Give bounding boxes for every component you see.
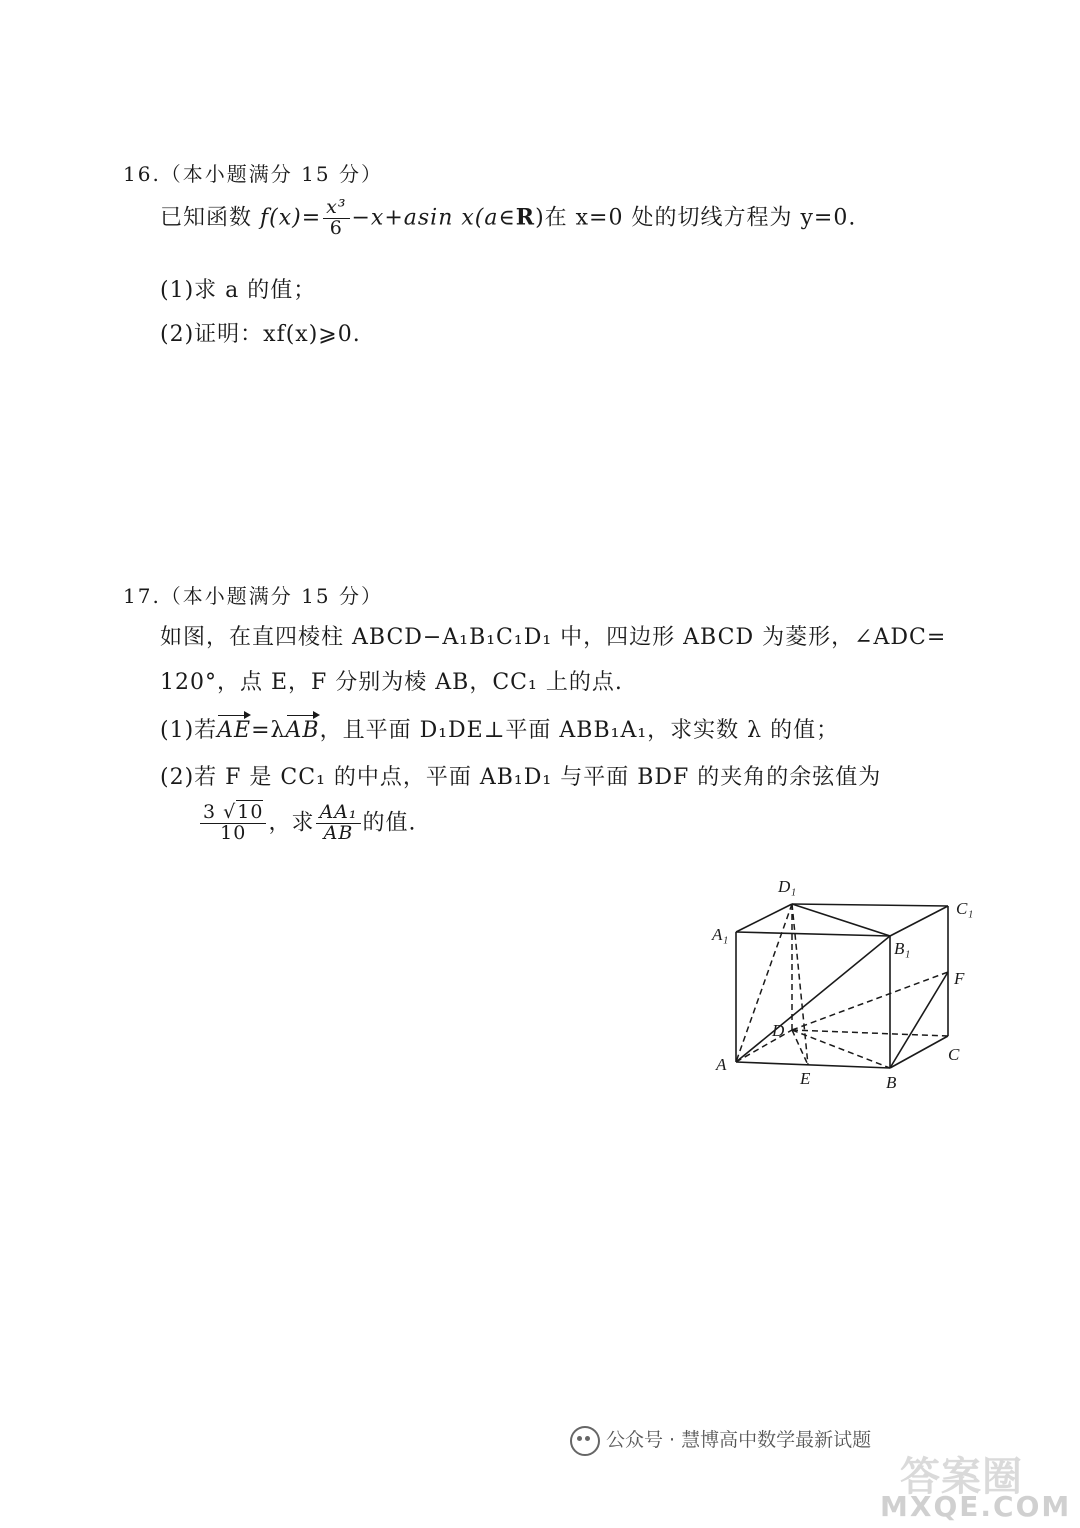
q16-fraction [323, 198, 349, 239]
q17-p2-mid: ，求 [268, 810, 315, 836]
q16-frac-num: x³ [323, 198, 349, 219]
q16-func-rhs: −x+asin x(a∈ [351, 205, 516, 231]
label-a1: A₁ [712, 925, 729, 944]
q17-line2: 120°，点 E，F 分别为棱 AB，CC₁ 上的点. [160, 670, 623, 695]
label-c1: C₁ [956, 899, 974, 918]
q17-part2-cont [198, 803, 417, 844]
q16-part2: (2)证明：xf(x)⩾0. [160, 322, 361, 347]
q17-part2: (2)若 F 是 CC₁ 的中点，平面 AB₁D₁ 与平面 BDF 的夹角的余弦值为 [160, 765, 882, 790]
watermark-site: MXQE.COM [880, 1490, 1072, 1523]
vector-ae: AE [217, 718, 252, 743]
q17-p1-mid: =λ [251, 718, 286, 743]
ratio-fraction [316, 803, 360, 844]
footer-text: 公众号 · 慧博高中数学最新试题 [606, 1429, 872, 1451]
cosine-fraction [200, 803, 266, 844]
label-f: F [954, 969, 965, 988]
q16-func-lhs: f(x)= [260, 205, 322, 231]
q16-real-set: R [515, 204, 536, 231]
ratio-numerator: AA₁ [316, 803, 360, 824]
q17-p1-post: ，且平面 D₁DE⊥平面 ABB₁A₁，求实数 λ 的值； [319, 718, 840, 743]
wechat-icon [570, 1426, 600, 1456]
label-b1: B₁ [894, 939, 911, 958]
q16-frac-den: 6 [329, 216, 343, 239]
watermark-logo: 答案圈 [900, 1454, 1023, 1500]
ratio-denominator: AB [323, 821, 354, 844]
q17-part1 [160, 713, 839, 744]
q16-stem-pre: 已知函数 [160, 205, 260, 231]
vector-ab: AB [285, 718, 320, 743]
label-a: A [716, 1055, 727, 1074]
label-d: D [772, 1021, 785, 1040]
cosine-numerator: 3 √10 [200, 803, 266, 824]
q16-stem-post: )在 x=0 处的切线方程为 y=0. [535, 205, 857, 231]
label-b: B [886, 1073, 897, 1092]
q17-line1: 如图，在直四棱柱 ABCD−A₁B₁C₁D₁ 中，四边形 ABCD 为菱形，∠ADC= [160, 625, 947, 650]
label-c: C [948, 1045, 960, 1064]
cosine-denominator: 10 [220, 821, 247, 844]
label-d1: D₁ [778, 877, 797, 896]
prism-figure [700, 868, 990, 1098]
q16-header: 16.（本小题满分 15 分） [123, 162, 383, 186]
label-e: E [800, 1069, 811, 1088]
footer [570, 1425, 871, 1456]
q17-header: 17.（本小题满分 15 分） [123, 584, 383, 608]
q16-stem [160, 198, 856, 239]
q16-part1: (1)求 a 的值； [160, 278, 317, 303]
q17-p1-pre: (1)若 [160, 718, 218, 743]
q17-p2-post: 的值. [362, 810, 417, 836]
